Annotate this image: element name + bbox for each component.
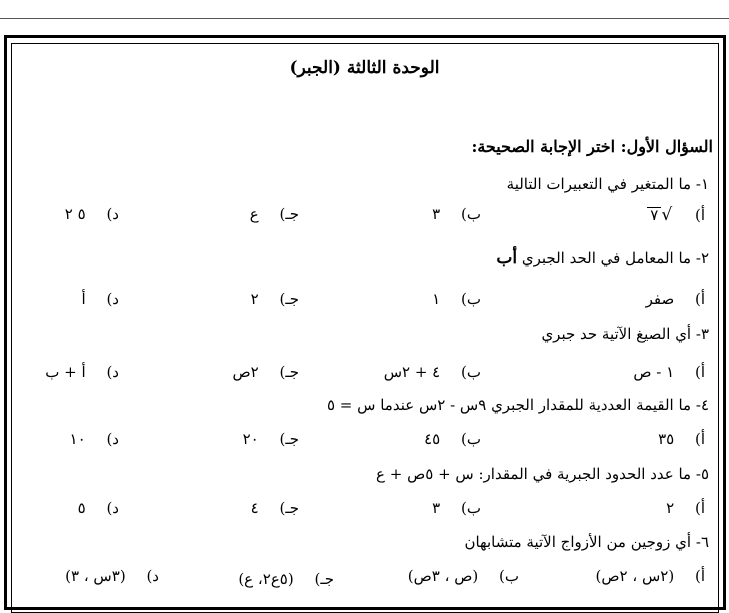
q2-choice-c [251,290,299,308]
q1-choice-b [432,205,481,223]
choice-value: ١ [432,290,441,308]
choice-letter: د) [106,205,119,223]
choice-letter: جـ) [279,499,299,517]
choice-value: ٣ [432,499,441,517]
choice-letter: أ) [694,363,705,381]
q2-choice-b [432,290,481,308]
question-3 [541,325,709,343]
q6-choice-a [596,567,706,585]
choice-letter: د) [146,567,159,585]
choice-letter: د) [106,290,119,308]
choice-letter: أ) [694,430,705,448]
question-1 [507,175,709,193]
choice-letter: أ) [694,290,705,308]
q2-choice-d [82,290,120,308]
q3-choice-b [384,363,481,381]
choice-letter: د) [106,363,119,381]
question-1-text: ١- ما المتغير في التعبيرات التالية [506,175,709,193]
choice-letter: ب) [461,430,481,448]
choice-value: ٢ص [232,363,259,381]
question-2-text: ٢- ما المعامل في الحد الجبري [521,249,709,267]
q4-choice-b [424,430,481,448]
q6-choice-b [408,567,519,585]
question-3-text: ٣- أي الصيغ الآتية حد جبري [541,325,709,343]
q5-choice-a [666,499,705,517]
choice-value: ع [249,205,259,223]
choice-value: ٢ [250,290,259,308]
choice-letter: جـ) [314,570,334,588]
choice-letter: ب) [461,205,481,223]
q5-choice-b [432,499,481,517]
choice-letter: جـ) [279,290,299,308]
choice-value: ١ - ص [633,363,675,381]
question-5-text: ٥- ما عدد الحدود الجبرية في المقدار: س + ٥ص + ع [376,465,709,483]
top-rule [0,18,729,19]
question-2-term: أب [496,248,518,268]
radical-sign-icon: √ [661,205,673,225]
q4-choice-a [658,430,705,448]
choice-letter: جـ) [279,205,299,223]
choice-value: (٥ع٢، ع) [238,570,294,588]
question-4-text: ٤- ما القيمة العددية للمقدار الجبري ٩س - ٢س عندما س = ٥ [326,396,709,414]
question-4 [327,396,709,414]
choice-value: ٥ [77,499,86,517]
choice-letter: ب) [499,567,519,585]
choice-letter: ب) [461,499,481,517]
q1-choice-c [250,205,299,223]
question-6-text: ٦- أي زوجين من الأزواج الآتية متشابهان [464,533,709,551]
choice-value: (ص ، ٣ص) [407,567,479,585]
q5-choice-d [78,499,119,517]
choice-value: ٢ [666,499,675,517]
choice-value: ٣٥ [658,430,675,448]
choice-letter: د) [106,430,119,448]
choice-letter: جـ) [279,430,299,448]
choice-value: ٥ ٢ [64,205,86,223]
choice-value: ٧ [647,207,661,223]
q1-choice-d [65,205,119,223]
page-title: الوحدة الثالثة (الجبر) [289,58,440,78]
choice-letter: ب) [461,290,481,308]
q3-choice-a [633,363,705,381]
choice-letter: أ) [694,206,705,224]
choice-value: ١٠ [69,430,86,448]
question-2 [496,248,709,268]
choice-value: صفر [645,290,675,308]
q1-choice-a [645,205,705,225]
choice-value: ٤٥ [424,430,441,448]
choice-value: ٤ + ٢س [383,363,441,381]
choice-value: ٢٠ [242,430,259,448]
q2-choice-a [646,290,705,308]
q4-choice-c [243,430,299,448]
choice-letter: جـ) [279,363,299,381]
choice-letter: ب) [461,363,481,381]
choice-letter: د) [106,499,119,517]
choice-value: (٢س ، ٢ص) [595,567,675,585]
section-heading: السؤال الأول: اختر الإجابة الصحيحة: [471,137,713,156]
q6-choice-c [238,570,334,588]
choice-value: ٣ [432,205,441,223]
q4-choice-d [70,430,119,448]
q5-choice-c [251,499,299,517]
q3-choice-c [232,363,299,381]
choice-value: (٣س ، ٣) [65,567,126,585]
question-6 [464,533,709,551]
choice-value: ٤ [250,499,259,517]
q6-choice-d [65,567,159,585]
question-5 [376,465,709,483]
choice-value: أ + ب [45,363,86,381]
choice-letter: أ) [694,567,705,585]
choice-letter: أ) [694,499,705,517]
q3-choice-d [45,363,119,381]
sqrt-expression [645,205,674,225]
choice-value: أ [81,290,86,308]
